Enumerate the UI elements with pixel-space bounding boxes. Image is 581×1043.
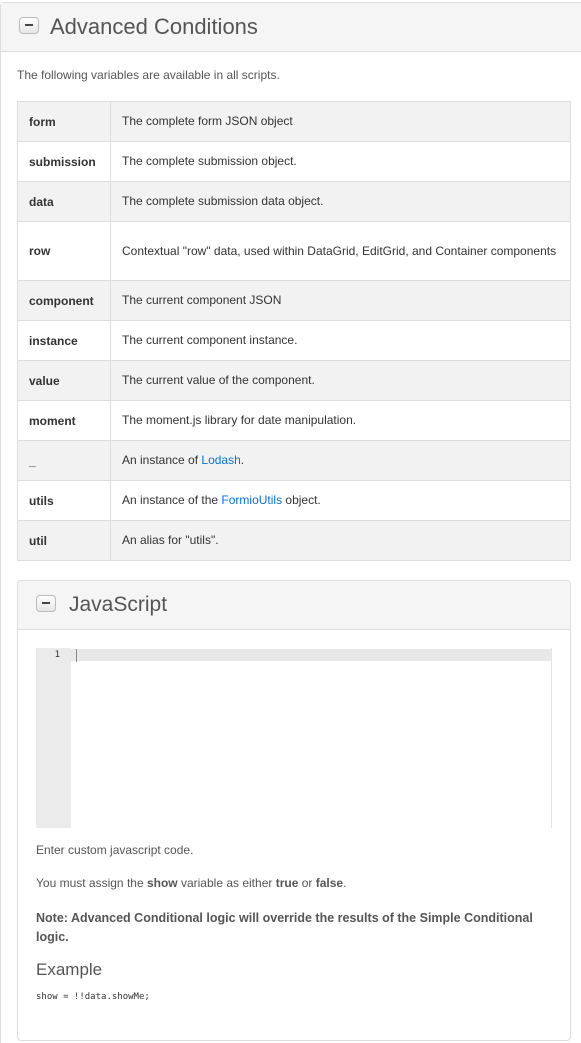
var-name: util [18,521,111,561]
var-desc: The current value of the component. [111,361,571,401]
var-desc [111,441,571,481]
var-name: submission [18,142,111,182]
table-row [18,521,571,561]
collapse-minus-icon[interactable] [19,17,39,34]
note-text: Note: Advanced Conditional logic will override the results of the Simple Conditional logic. [36,911,533,944]
example-heading: Example [36,960,103,979]
table-row [18,222,571,281]
var-name: instance [18,321,111,361]
var-desc: Contextual "row" data, used within DataGrid, EditGrid, and Container components [111,222,571,281]
assign-prefix: You must assign the [36,876,147,890]
var-name: utils [18,481,111,521]
var-desc: The complete form JSON object [111,102,571,142]
var-name: data [18,182,111,222]
table-row [18,142,571,182]
assign-instructions [36,876,346,890]
var-name: value [18,361,111,401]
assign-end: . [343,876,347,890]
var-desc: The moment.js library for date manipulation. [111,401,571,441]
table-row [18,441,571,481]
text-cursor [76,649,77,662]
assign-or: or [298,876,316,890]
var-name: form [18,102,111,142]
var-desc: An alias for "utils". [111,521,571,561]
desc-prefix: An instance of [122,453,202,467]
table-row [18,481,571,521]
var-desc: The complete submission object. [111,142,571,182]
code-editor[interactable] [36,648,552,828]
var-name: row [18,222,111,281]
table-row [18,361,571,401]
var-name: _ [18,441,111,481]
table-row [18,182,571,222]
variables-table [17,101,571,561]
help-text: Enter custom javascript code. [36,843,194,857]
lodash-link[interactable]: Lodash [201,453,241,467]
javascript-panel-header[interactable] [18,581,570,630]
table-row [18,321,571,361]
panel-header[interactable] [1,3,581,52]
active-line-highlight [71,649,551,661]
example-code: show = !!data.showMe; [36,992,150,1002]
javascript-panel [17,580,571,1041]
intro-text: The following variables are available in all scripts. [17,68,280,82]
show-keyword: show [146,876,178,890]
false-keyword: false [315,876,344,890]
var-desc [111,481,571,521]
desc-suffix: object. [282,493,321,507]
line-number: 1 [54,650,60,660]
var-desc: The complete submission data object. [111,182,571,222]
panel-title: Advanced Conditions [50,14,258,39]
table-row [18,401,571,441]
var-name: component [18,281,111,321]
table-row [18,281,571,321]
var-desc: The current component JSON [111,281,571,321]
formioutils-link[interactable]: FormioUtils [221,493,283,507]
desc-suffix: . [240,453,245,467]
var-desc: The current component instance. [111,321,571,361]
desc-prefix: An instance of the [122,493,222,507]
var-name: moment [18,401,111,441]
line-number-gutter [36,648,71,828]
assign-middle: variable as either [177,876,276,890]
table-row [18,102,571,142]
collapse-minus-icon[interactable] [36,595,56,612]
true-keyword: true [275,876,299,890]
javascript-panel-title: JavaScript [69,593,168,616]
